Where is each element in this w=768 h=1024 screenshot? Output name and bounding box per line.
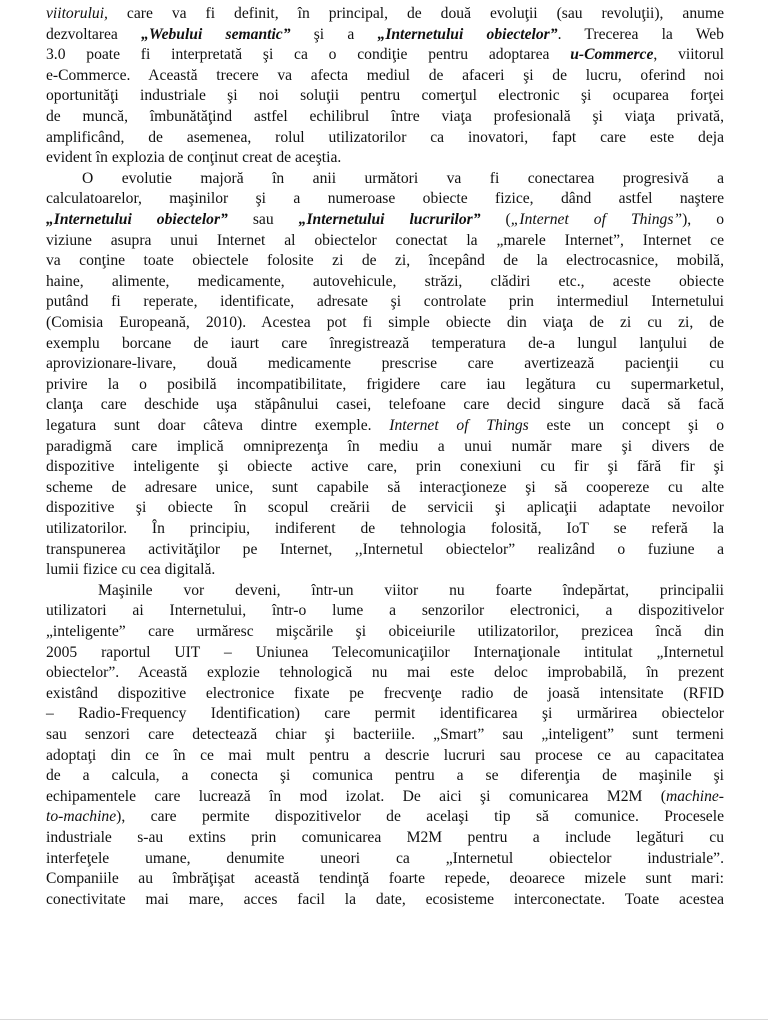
text-line [46, 807, 724, 828]
text-line [46, 663, 724, 684]
text-line [46, 210, 724, 231]
text-line [46, 601, 724, 622]
text-line [46, 354, 724, 375]
text-span: evident în explozia de conţinut creat de aceştia. [46, 149, 342, 167]
text-span: dispozitive şi obiecte în scopul creării de servicii şi aplicaţii adaptate nevoilor [46, 499, 724, 517]
text-line [46, 375, 724, 396]
text-span: amplificând, de asemenea, rolul utilizatorilor ca inovatori, fapt care este deja [46, 128, 724, 146]
text-span: privire la o posibilă incompatibilitate, frigidere care iau legătura cu supermarketul, [46, 375, 724, 393]
text-span: u-Commerce [570, 46, 654, 64]
text-span: conectivitate mai mare, acces facil la date, ecosisteme interconectate. Toate acestea [46, 890, 724, 908]
text-span: oportunităţi industriale şi noi soluţii pentru comerţul electronic şi ocuparea forţei [46, 87, 724, 105]
text-line [46, 704, 724, 725]
text-span: „Internet of Things” [510, 211, 683, 228]
text-span: utilizatori ai Internetului, într-o lume a senzorilor electronici, a dispozitivelor [46, 602, 724, 620]
text-line [46, 437, 724, 458]
text-span: existând dispozitive electronice fixate pe frecvenţe radio de joasă intensitate (RFID [46, 684, 724, 702]
text-span: „Webului semantic” [141, 25, 291, 43]
text-line [46, 272, 724, 293]
text-line [46, 478, 724, 499]
text-span: interfeţele umane, denumite uneori ca „Internetul obiectelor industriale”. [46, 849, 724, 867]
text-span: viitorului, [46, 5, 108, 22]
text-span: viziune asupra unui Internet al obiectelor conectat la „marele Internet”, Internet ce [46, 231, 724, 249]
text-span: paradigmă care implică omniprezenţa în mediu a unui număr mare şi divers de [46, 437, 724, 455]
text-span: va conţine toate obiectele folosite zi de zi, începând de la electrocasnice, mobilă, [46, 252, 724, 270]
text-line [46, 45, 724, 66]
text-span: este un concept şi o [528, 417, 724, 434]
text-line [46, 292, 724, 313]
text-span: scheme de adresare unice, sunt capabile să interacţioneze şi să coopereze cu alte [46, 478, 724, 496]
text-span: industriale s-au extins prin comunicarea M2M pentru a include legături cu [46, 829, 724, 846]
text-span: sau [227, 211, 299, 228]
text-span: clanţa care deschide uşa stăpânului casei, telefoane care decid singure dacă să facă [46, 396, 724, 414]
text-span: Internet of Things [389, 417, 529, 434]
text-span: ( [480, 211, 511, 228]
text-line [46, 498, 724, 519]
text-line [46, 313, 724, 334]
text-span: e-Commerce. Această trecere va afecta mediul de afaceri şi de lucru, oferind noi [46, 66, 724, 84]
text-line [46, 334, 724, 355]
text-span: de muncă, îmbunătăţind astfel echilibrul între viaţa profesională şi viaţa privată, [46, 108, 724, 125]
text-span: de a calcula, a conecta şi comunica pentru a se diferenţia de maşinile şi [46, 767, 724, 785]
text-line [46, 622, 724, 643]
text-span: 3.0 poate fi interpretată şi ca o condiţie pentru adoptarea [46, 46, 571, 64]
text-line [46, 457, 724, 478]
text-span: dispozitive inteligente şi obiecte active care, prin conexiuni cu fir şi fără fir şi [46, 458, 724, 476]
text-line [46, 581, 724, 602]
text-span: putând fi reperate, identificate, adresate şi controlate prin intermediul Internetului [46, 293, 724, 311]
text-span: „inteligente” care urmăresc mişcările şi obiceiurile utilizatorilor, prezicea încă din [46, 623, 724, 640]
text-span: haine, alimente, medicamente, autovehicule, străzi, clădiri etc., aceste obiecte [46, 272, 724, 290]
page-bottom-divider [0, 1019, 768, 1020]
text-line [46, 107, 724, 128]
text-span: transpunerea activităţilor pe Internet, ,,Internetul obiectelor” realizând o fuziune a [46, 540, 724, 558]
text-span: ), o [682, 211, 724, 228]
text-line [46, 746, 724, 767]
text-span: Companiile au îmbrăţişat această tendinţă foarte repede, deoarece mizele sunt mari: [46, 870, 724, 888]
text-line [46, 395, 724, 416]
text-span: 2005 raportul UIT – Uniunea Telecomunicaţiilor Internaţionale intitulat „Internetul [46, 643, 724, 661]
text-span: „Internetului obiectelor” [377, 25, 558, 43]
text-line [46, 725, 724, 746]
text-line [46, 128, 724, 149]
text-line [46, 169, 724, 190]
text-line [46, 416, 724, 437]
text-span: „Internetului obiectelor” [46, 211, 228, 228]
text-span: legatura sunt doar câteva dintre exemple. [46, 417, 390, 434]
text-span: dezvoltarea [46, 25, 142, 43]
text-span: (Comisia Europeană, 2010). Acestea pot fi simple obiecte din viaţa de zi cu zi, de [46, 314, 724, 331]
text-line [46, 519, 724, 540]
text-line [46, 787, 724, 808]
text-line [46, 869, 724, 890]
text-line [46, 189, 724, 210]
text-line [46, 25, 724, 46]
text-span: utilizatorilor. În principiu, indiferent de tehnologia folosită, IoT se referă la [46, 520, 724, 537]
text-span: sau senzori care detectează chiar şi bacteriile. „Smart” sau „inteligent” sunt termeni [46, 726, 724, 743]
text-span: aprovizionare-livare, două medicamente prescrise care avertizează pacienţii cu [46, 355, 724, 373]
text-line [46, 148, 724, 169]
text-span: ), care permite dispozitivelor de acelaşi tip să comunice. Procesele [116, 808, 724, 826]
text-line [46, 540, 724, 561]
text-line [46, 231, 724, 252]
text-line [46, 890, 724, 911]
text-line [46, 4, 724, 25]
text-span: şi a [290, 25, 378, 43]
text-line [46, 766, 724, 787]
text-span: obiectelor”. Această explozie tehnologică nu mai este deloc improbabilă, în prezent [46, 664, 724, 682]
text-line [46, 643, 724, 664]
text-line [46, 86, 724, 107]
text-span: adoptaţi din ce în ce mai mult pentru a descrie lucruri sau procese ce au capacitatea [46, 746, 724, 764]
text-line [46, 849, 724, 870]
text-line [46, 66, 724, 87]
text-line [46, 560, 724, 581]
text-span: – Radio-Frequency Identification) care permit identificarea şi urmărirea obiectelor [46, 705, 724, 723]
text-span: echipamentele care lucrează în mod izolat. De aici şi comunicarea M2M ( [46, 787, 666, 805]
text-line [46, 251, 724, 272]
text-span: lumii fizice cu cea digitală. [46, 561, 216, 579]
text-span: exemplu borcane de iaurt care înregistrează temperatura de-a lungul lanţului de [46, 334, 724, 352]
text-line [46, 828, 724, 849]
text-span: care va fi definit, în principal, de două evoluţii (sau revoluţii), anume [107, 5, 724, 22]
text-span: , viitorul [653, 46, 724, 64]
text-span: . Trecerea la Web [557, 25, 724, 43]
text-line [46, 684, 724, 705]
text-span: „Internetului lucrurilor” [298, 211, 481, 228]
text-span: Maşinile vor deveni, într-un viitor nu foarte îndepărtat, principalii [98, 581, 724, 599]
text-span: O evolutie majoră în anii următori va fi conectarea progresivă a [82, 169, 724, 187]
text-span: calculatoarelor, maşinilor şi a numeroase obiecte fizice, dând astfel naştere [46, 190, 724, 208]
text-span: to-machine [46, 808, 117, 826]
text-span: machine- [665, 787, 724, 805]
